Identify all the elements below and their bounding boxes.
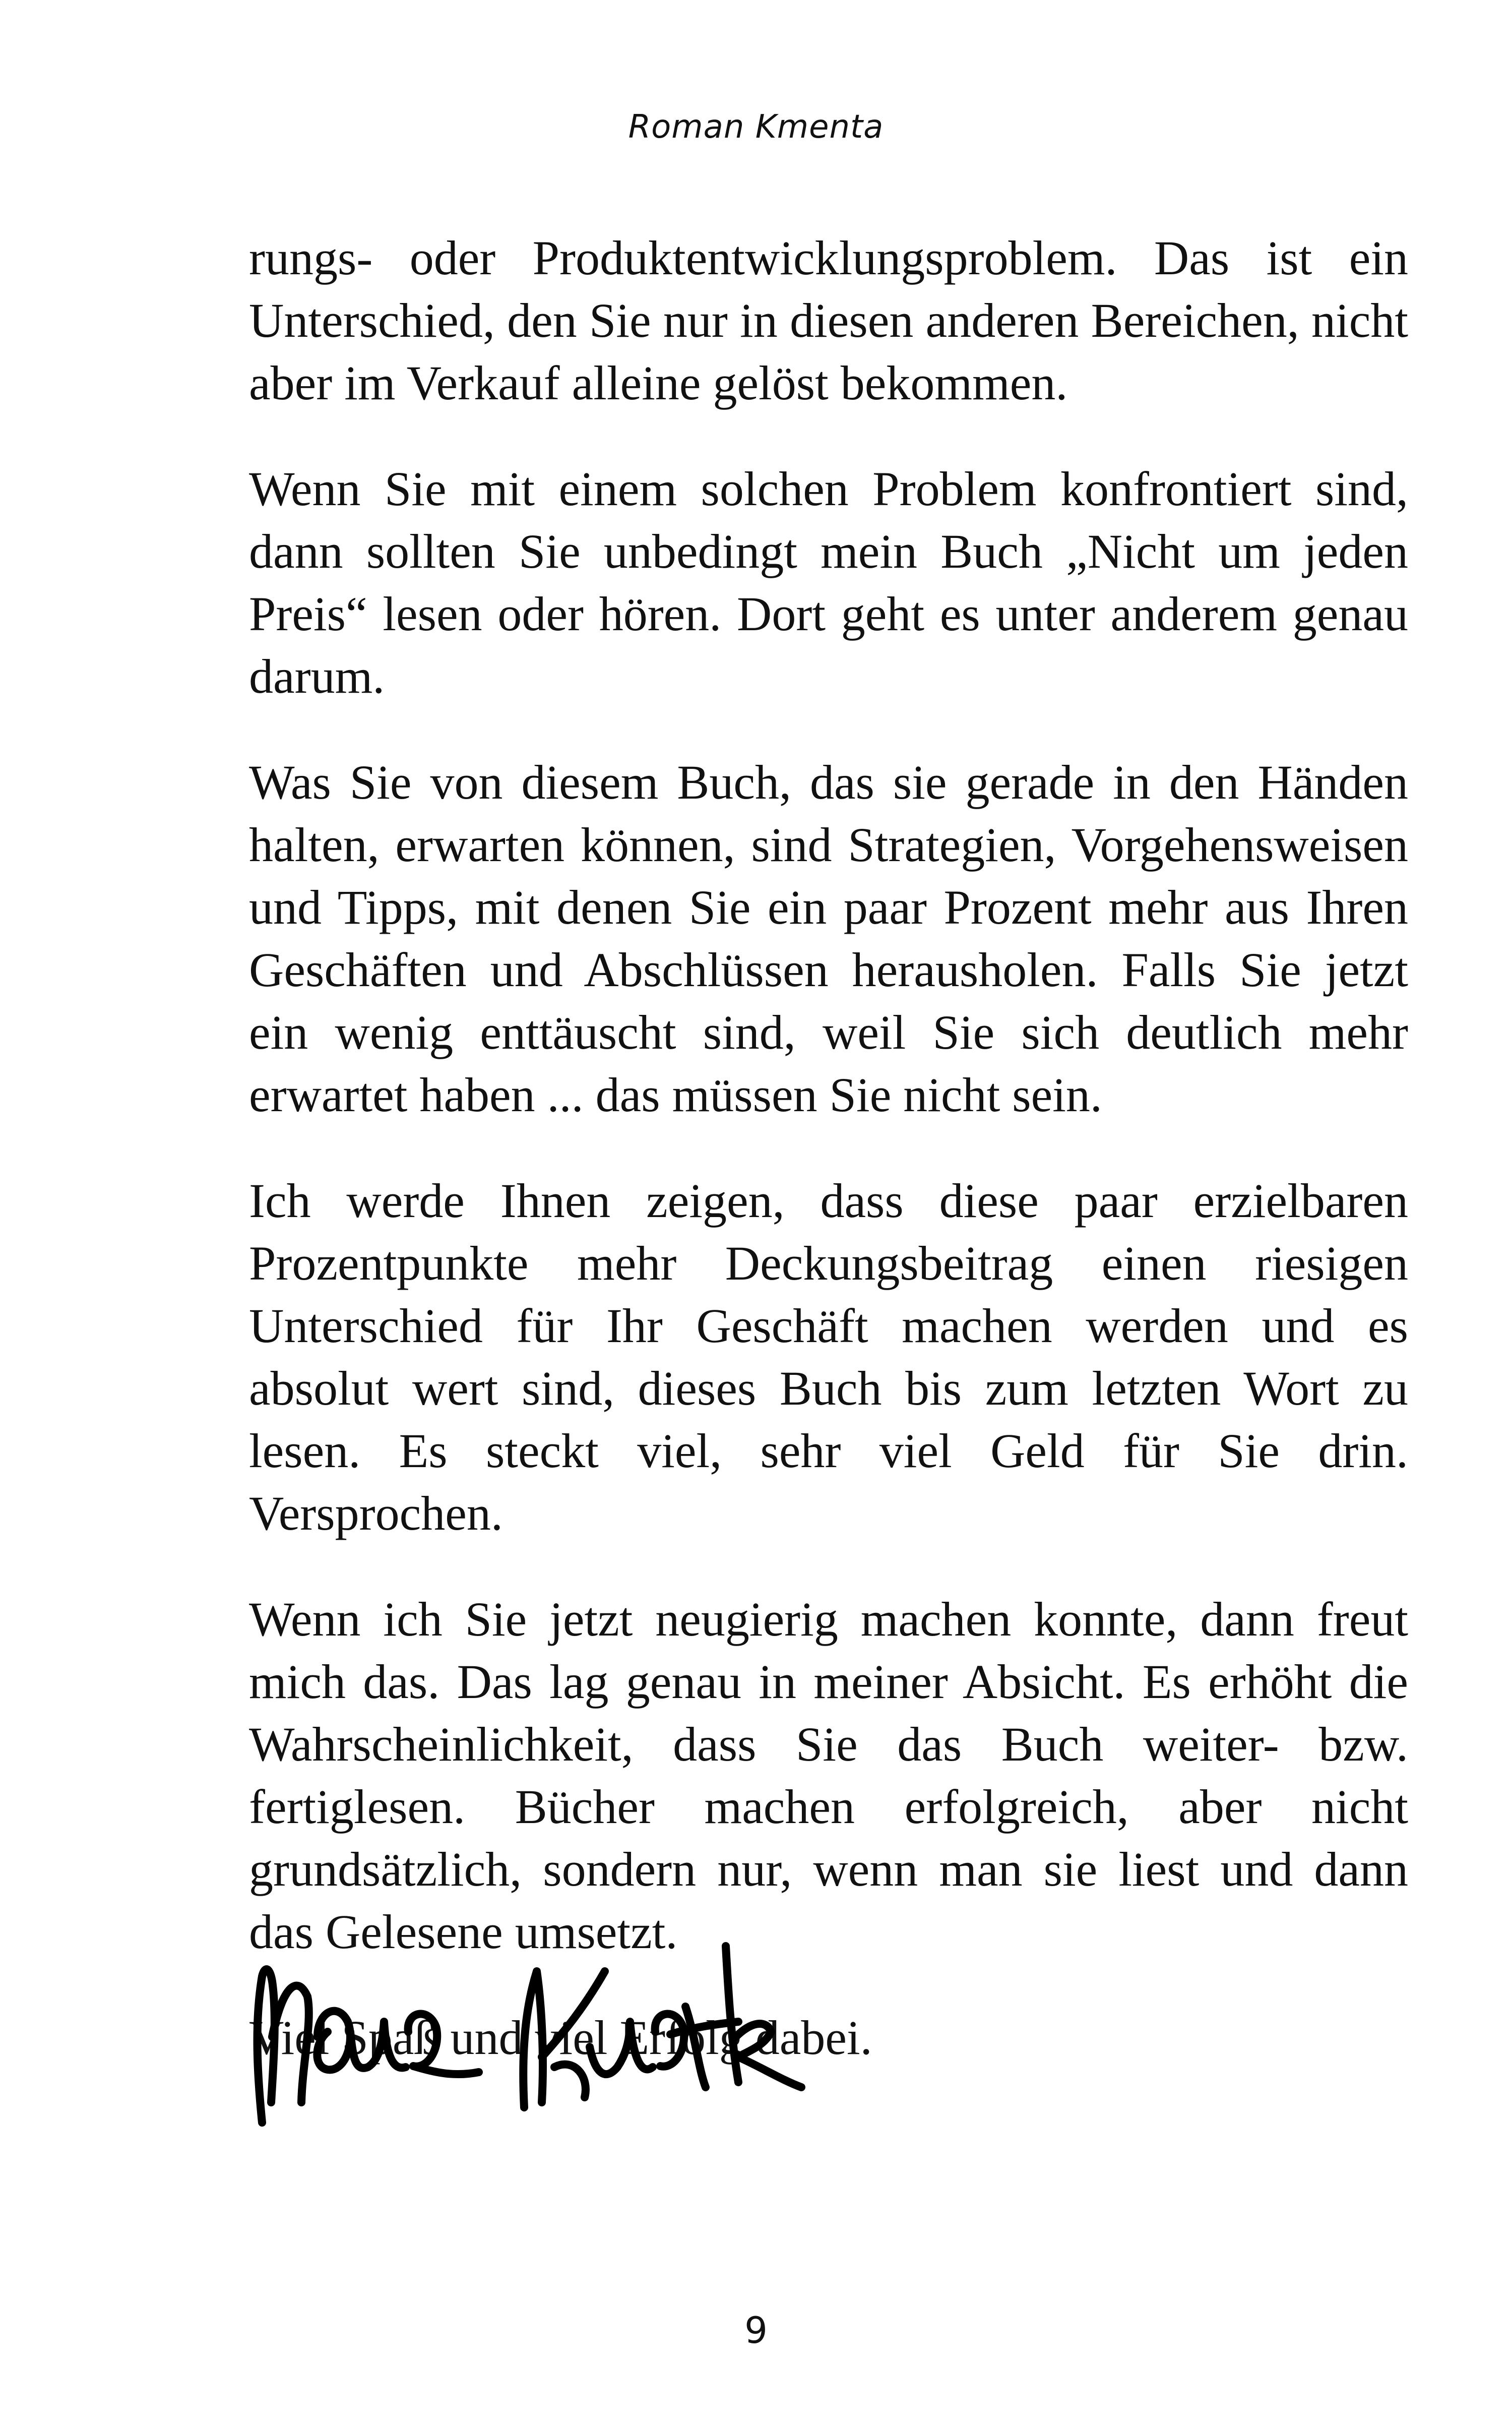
paragraph-6-closing: Viel Spaß und viel Erfolg dabei. bbox=[249, 2011, 872, 2065]
handwritten-signature bbox=[242, 1906, 847, 2148]
paragraph-4: Ich werde Ihnen zeigen, dass diese paar erzielbaren Prozentpunkte mehr Deckungsbeitrag einen riesigen Unterschied für Ihr Geschäft machen werden und es absolut wert sind, dieses Buch bis zum letzten Wort zu lesen. Es steckt viel, sehr viel Geld für Sie drin. Versprochen. bbox=[249, 1174, 1408, 1540]
paragraph-1: rungs- oder Produktentwicklungsproblem. Das ist ein Unterschied, den Sie nur in diesen anderen Bereichen, nicht aber im Verkauf alleine gelöst bekommen. bbox=[249, 231, 1408, 410]
body-text bbox=[249, 227, 1408, 2069]
paragraph-5: Wenn ich Sie jetzt neugierig machen konnte, dann freut mich das. Das lag genau in meiner Absicht. Es erhöht die Wahrscheinlichkeit, dass Sie das Buch weiter- bzw. fertiglesen. Bücher machen erfolgreich, aber nicht grundsätzlich, sondern nur, wenn man sie liest und dann das Gelesene umsetzt. bbox=[249, 1592, 1408, 1959]
paragraph-3: Was Sie von diesem Buch, das sie gerade in den Händen halten, erwarten können, sind Strategien, Vorgehensweisen und Tipps, mit denen Sie ein paar Prozent mehr aus Ihren Geschäften und Abschlüssen herausholen. Falls Sie jetzt ein wenig enttäuscht sind, weil Sie sich deutlich mehr erwartet haben ... das müssen Sie nicht sein. bbox=[249, 755, 1408, 1122]
paragraph-2: Wenn Sie mit einem solchen Problem konfrontiert sind, dann sollten Sie unbedingt mein Buch „Nicht um jeden Preis“ lesen oder hören. Dort geht es unter anderem genau darum. bbox=[249, 462, 1408, 703]
page-number: 9 bbox=[744, 2309, 768, 2351]
running-header-author: Roman Kmenta bbox=[628, 108, 884, 146]
